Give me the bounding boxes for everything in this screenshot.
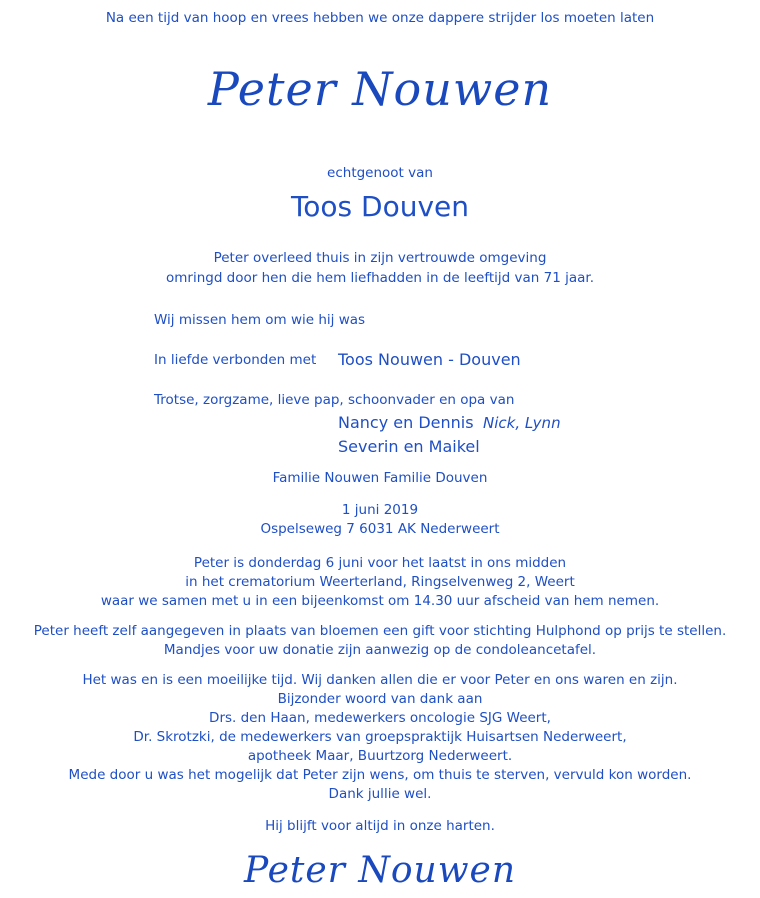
miss-line: Wij missen hem om wie hij was [154,312,366,328]
families: Familie Nouwen Familie Douven [272,470,488,486]
thanks-line: Het was en is een moeilijke tijd. Wij danken allen die er voor Peter en ons waren en zijn. [82,672,678,688]
donation-line: Mandjes voor uw donatie zijn aanwezig op de condoleancetafel. [163,642,597,658]
thanks-line: Drs. den Haan, medewerkers oncologie SJG Weert, [209,710,551,726]
farewell-line: waar we samen met u in een bijeenkomst om 14.30 uur afscheid van hem nemen. [100,593,660,609]
death-line: omringd door hen die hem liefhadden in de leeftijd van 71 jaar. [165,270,594,286]
thanks-line: Dr. Skrotzki, de medewerkers van groepspraktijk Huisartsen Nederweert, [133,729,627,745]
thanks-line: Bijzonder woord van dank aan [277,691,483,707]
child-names: Severin en Maikel [338,437,480,456]
date: 1 juni 2019 [341,502,419,518]
family-label: Trotse, zorgzame, lieve pap, schoonvader en opa van [154,392,515,408]
grandchildren-names: Nick, Lynn [483,414,561,432]
thanks-line: Mede door u was het mogelijk dat Peter zijn wens, om thuis te sterven, vervuld kon worden. [68,767,692,783]
intro-text: Na een tijd van hoop en vrees hebben we onze dappere strijder los moeten laten [105,10,655,26]
donation-line: Peter heeft zelf aangegeven in plaats van bloemen een gift voor stichting Hulphond op prijs te stellen. [33,623,727,639]
love-name: Toos Nouwen - Douven [338,350,521,369]
deceased-name: Peter Nouwen [207,62,553,116]
closing-line: Hij blijft voor altijd in onze harten. [265,818,495,834]
spouse-label: echtgenoot van [327,165,433,181]
love-label: In liefde verbonden met [154,352,317,368]
farewell-line: Peter is donderdag 6 juni voor het laatst in ons midden [193,555,567,571]
child-names: Nancy en Dennis [338,413,474,432]
farewell-line: in het crematorium Weerterland, Ringselvenweg 2, Weert [185,574,575,590]
address: Ospelseweg 7 6031 AK Nederweert [260,521,500,537]
thanks-line: apotheek Maar, Buurtzorg Nederweert. [247,748,513,764]
thanks-line: Dank jullie wel. [328,786,432,802]
signature: Peter Nouwen [244,850,516,891]
death-line: Peter overleed thuis in zijn vertrouwde omgeving [213,250,547,266]
spouse-name: Toos Douven [290,190,470,223]
